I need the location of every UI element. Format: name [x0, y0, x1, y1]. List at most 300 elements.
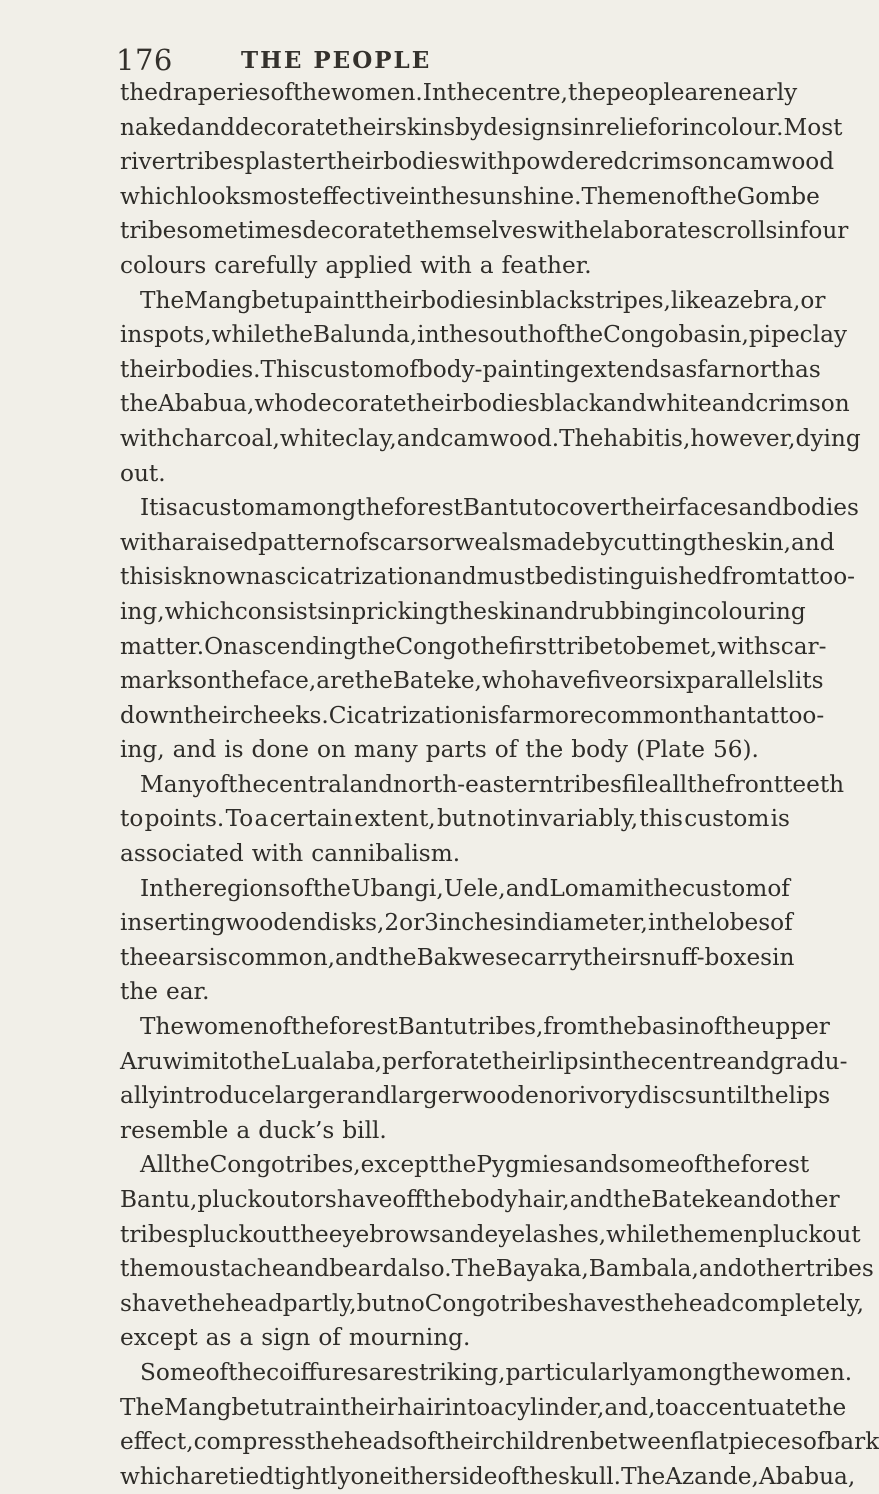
text-line	[120, 1218, 861, 1253]
word: is,	[663, 424, 691, 452]
word: with	[420, 251, 472, 279]
word: paint	[304, 286, 365, 314]
word: the	[221, 667, 260, 695]
word: lips	[788, 1082, 831, 1110]
word: pieces	[728, 1428, 803, 1456]
word: except	[360, 1151, 439, 1179]
word: the	[525, 736, 564, 764]
word: front	[725, 770, 784, 798]
word: Mangbetu	[184, 286, 305, 314]
word: slits	[775, 667, 824, 695]
page-header	[116, 44, 676, 76]
word: effective	[308, 182, 410, 210]
word: The	[581, 182, 626, 210]
word: hair,	[517, 1186, 570, 1213]
word: other	[742, 1255, 806, 1283]
word: be	[534, 563, 564, 591]
word: forest	[329, 1013, 398, 1041]
word: consists	[234, 597, 330, 625]
text-line	[120, 387, 850, 422]
word: the	[228, 770, 267, 798]
word: the	[698, 182, 737, 210]
word: Bantu	[397, 1013, 468, 1041]
word: custom	[682, 874, 768, 902]
word: bodies	[782, 494, 859, 522]
word: and	[574, 1151, 619, 1179]
word: the	[164, 874, 203, 902]
word: the	[565, 321, 604, 349]
word: the	[275, 321, 313, 349]
text-line	[120, 318, 847, 353]
word: bill.	[342, 1116, 387, 1144]
word: the	[357, 632, 396, 660]
word: white	[279, 424, 346, 452]
word: as	[671, 355, 698, 383]
word: applied	[325, 251, 413, 279]
word: ing,	[120, 736, 165, 764]
text-line	[120, 1252, 874, 1287]
text-line	[120, 699, 825, 734]
word: Uele,	[443, 874, 506, 902]
word: their	[406, 390, 464, 418]
word: tied	[228, 1462, 275, 1490]
word: naked	[120, 113, 192, 141]
word: into	[444, 1393, 491, 1421]
word: the	[120, 390, 158, 418]
word: tattoo-	[777, 563, 855, 591]
word: to	[613, 632, 637, 660]
word: to	[655, 1393, 679, 1421]
word: 3	[424, 909, 439, 937]
word: and	[440, 1220, 485, 1248]
word: shave	[120, 1289, 188, 1317]
word: women.	[330, 79, 423, 106]
body-text	[120, 76, 879, 1494]
word: or	[299, 1186, 325, 1213]
word: their	[120, 355, 177, 383]
word: points.	[144, 805, 225, 833]
word: common	[593, 701, 694, 729]
word: however,	[690, 424, 796, 452]
word: skins	[394, 113, 456, 141]
word: tribes,	[285, 1151, 361, 1179]
word: not	[477, 805, 516, 833]
word: Bateke	[651, 1186, 733, 1213]
word: south	[477, 321, 543, 349]
word: striking,	[407, 1358, 506, 1386]
word: side	[449, 1462, 498, 1490]
word: The	[621, 1462, 666, 1490]
text-line	[120, 284, 826, 319]
word: first	[508, 632, 557, 660]
word: teeth	[783, 770, 845, 798]
text-line	[120, 180, 820, 215]
word: pattern	[258, 528, 346, 556]
word: relief	[595, 113, 657, 141]
word: the	[599, 1013, 638, 1041]
word: bodies	[421, 286, 498, 314]
word: camwood	[722, 148, 835, 176]
word: is	[480, 701, 500, 729]
text-line	[120, 353, 821, 388]
word: tribes	[176, 148, 245, 176]
word: the	[635, 1289, 674, 1317]
word: out	[822, 1220, 861, 1248]
word: associated	[120, 840, 244, 868]
word: of	[268, 1013, 292, 1041]
word: sunshine.	[469, 182, 582, 210]
word: of	[497, 1462, 520, 1490]
word: and	[732, 1186, 777, 1213]
word: this	[639, 805, 683, 833]
word: parts	[425, 736, 487, 764]
word: as	[795, 355, 821, 383]
word: no	[395, 1289, 425, 1317]
word: have	[530, 667, 587, 695]
word: or	[628, 667, 654, 695]
word: scrolls	[700, 217, 778, 245]
word: met,	[664, 632, 718, 660]
text-line	[120, 1460, 856, 1494]
word: north-eastern	[393, 770, 554, 798]
word: Cicatrization	[328, 701, 481, 729]
word: and	[285, 1255, 330, 1283]
word: on	[316, 736, 346, 764]
word: of	[802, 1428, 826, 1456]
word: or	[429, 528, 455, 556]
word: cutting	[613, 528, 698, 556]
word: Ubangi,	[350, 874, 444, 902]
word: To	[225, 805, 254, 833]
word: is	[770, 805, 790, 833]
word: women	[184, 1013, 269, 1041]
word: the	[187, 1289, 226, 1317]
word: perforate	[382, 1047, 493, 1075]
word: their	[364, 286, 422, 314]
word: until	[696, 1082, 751, 1110]
word: habit	[603, 424, 664, 452]
word: head	[225, 1289, 283, 1317]
word: the	[228, 1358, 267, 1386]
word: tribe	[500, 1289, 557, 1317]
word: are	[368, 1358, 408, 1386]
word: Many	[140, 770, 206, 798]
word: and	[346, 1082, 391, 1110]
word: on	[192, 667, 222, 695]
word: Bantu	[462, 494, 533, 522]
word: with	[120, 528, 172, 556]
word: Ababua,	[157, 390, 255, 418]
word: six	[653, 667, 687, 695]
word: and	[602, 390, 647, 418]
word: their	[492, 1047, 549, 1075]
text-line	[120, 249, 790, 284]
word: tattoo-	[746, 701, 825, 729]
word: rubbing	[578, 597, 672, 625]
word: and	[433, 563, 477, 591]
word: pluck	[758, 1220, 823, 1248]
word: shaves	[556, 1289, 636, 1317]
word: the	[242, 1047, 281, 1075]
word: skin	[486, 597, 536, 625]
word: decorate	[302, 217, 406, 245]
word: nearly	[723, 79, 798, 106]
word: face,	[259, 667, 317, 695]
word: the	[378, 943, 417, 971]
word: upper	[760, 1013, 830, 1041]
word: sometimes	[176, 217, 303, 245]
word: partly,	[282, 1289, 357, 1317]
text-line	[120, 664, 824, 699]
word: heads	[343, 1428, 414, 1456]
word: of	[676, 182, 699, 210]
text-line	[120, 422, 861, 457]
word: compress	[193, 1428, 306, 1456]
word: spots,	[142, 321, 212, 349]
word: like	[670, 286, 714, 314]
word: from	[721, 563, 778, 591]
word: parallel	[686, 667, 776, 695]
word: the	[644, 874, 683, 902]
word: but	[356, 1289, 396, 1317]
word: far	[499, 701, 534, 729]
word: coiffures	[266, 1358, 369, 1386]
word: the	[612, 1047, 651, 1075]
word: with	[460, 148, 512, 176]
word: skin,	[735, 528, 791, 556]
word: and,	[604, 1393, 656, 1421]
word: Pygmies	[476, 1151, 575, 1179]
word: of	[767, 874, 790, 902]
word: eyelashes,	[484, 1220, 607, 1248]
word: the	[687, 770, 726, 798]
text-line	[120, 111, 843, 146]
word: powdered	[511, 148, 629, 176]
word: river	[120, 148, 177, 176]
word: a	[236, 1116, 251, 1144]
word: while	[211, 321, 275, 349]
word: the	[292, 79, 331, 106]
text-line	[120, 906, 793, 941]
text-line	[120, 1183, 840, 1218]
word: in	[417, 321, 440, 349]
word: colours	[120, 251, 207, 279]
word: matter.	[120, 632, 205, 660]
word: north	[730, 355, 796, 383]
text-line	[120, 560, 855, 595]
word: of	[542, 321, 566, 349]
word: on	[350, 1462, 380, 1490]
word: the	[439, 321, 478, 349]
text-line	[120, 1079, 831, 1114]
word: the	[568, 79, 606, 106]
word: a	[713, 286, 728, 314]
word: the	[354, 667, 393, 695]
word: to	[219, 1047, 243, 1075]
word: cover	[556, 494, 622, 522]
word: distinguished	[563, 563, 722, 591]
text-line	[120, 1010, 830, 1045]
word: a	[171, 528, 186, 556]
word: which	[164, 597, 235, 625]
word: of	[318, 1324, 341, 1352]
word: the	[120, 1255, 158, 1283]
word: All	[140, 1151, 172, 1179]
word: of	[205, 770, 229, 798]
text-line	[120, 1114, 790, 1149]
word: This	[260, 355, 311, 383]
word: invariably,	[516, 805, 639, 833]
word: the	[422, 1186, 461, 1213]
word: carefully	[214, 251, 318, 279]
word: most	[251, 182, 309, 210]
word: Congo	[603, 321, 679, 349]
word: the	[669, 1220, 708, 1248]
word: the	[312, 874, 351, 902]
text-line	[120, 76, 798, 111]
word: head	[673, 1289, 732, 1317]
word: out	[261, 1186, 300, 1213]
word: a	[239, 1324, 254, 1352]
word: and	[726, 1047, 771, 1075]
text-line	[120, 145, 835, 180]
word: which	[120, 1462, 191, 1490]
page-number: 176	[116, 43, 173, 77]
word: colour.	[704, 113, 784, 141]
word: the	[750, 1082, 789, 1110]
word: Mangbetu	[164, 1393, 285, 1421]
word: the	[722, 1013, 761, 1041]
word: known	[182, 563, 261, 591]
word: be	[636, 632, 665, 660]
word: or	[800, 286, 826, 314]
word: the	[120, 79, 158, 106]
word: duck’s	[258, 1116, 335, 1144]
word: their	[183, 701, 241, 729]
word: in	[409, 182, 432, 210]
word: their	[338, 113, 395, 141]
word: Bateke,	[392, 667, 482, 695]
text-line	[120, 526, 835, 561]
text-line	[120, 872, 790, 907]
word: bark	[825, 1428, 879, 1456]
word: tribes	[553, 770, 622, 798]
word: other	[776, 1186, 840, 1213]
word: by	[585, 528, 614, 556]
word: done	[251, 736, 309, 764]
word: crimson	[755, 390, 850, 418]
word: more	[533, 701, 594, 729]
text-line	[120, 975, 790, 1010]
word: the	[356, 494, 395, 522]
word: some	[618, 1151, 681, 1179]
word: ears	[157, 943, 209, 971]
text-line	[120, 1045, 848, 1080]
word: designs	[483, 113, 573, 141]
word: lobes	[708, 909, 771, 937]
word: all	[658, 770, 688, 798]
word: from	[543, 1013, 600, 1041]
word: Lualaba,	[280, 1047, 383, 1075]
word: It	[140, 494, 159, 522]
word: of	[270, 79, 293, 106]
word: the	[697, 528, 736, 556]
word: of	[395, 355, 418, 383]
word: plaster	[244, 148, 327, 176]
word: in	[647, 909, 671, 937]
word: among	[276, 494, 357, 522]
word: The	[120, 1393, 165, 1421]
word: the	[120, 943, 158, 971]
word: carry	[520, 943, 583, 971]
word: and	[172, 736, 217, 764]
word: gradu-	[770, 1047, 848, 1075]
text-line	[120, 768, 845, 803]
word: moustache	[157, 1255, 286, 1283]
word: of	[699, 1013, 723, 1041]
word: five	[586, 667, 629, 695]
word: train	[284, 1393, 341, 1421]
word: cannibalism.	[311, 840, 461, 868]
word: tribes,	[467, 1013, 544, 1041]
word: of	[345, 528, 368, 556]
word: body	[571, 736, 629, 764]
text-line	[120, 595, 806, 630]
word: effect,	[120, 1428, 194, 1456]
word: ivory	[578, 1082, 638, 1110]
word: custom	[191, 494, 277, 522]
word: the	[519, 1462, 558, 1490]
word: The	[451, 1255, 496, 1283]
word: and	[790, 528, 835, 556]
word: Congo	[395, 632, 471, 660]
word: with	[251, 840, 304, 868]
word: In	[140, 874, 165, 902]
word: black	[520, 286, 584, 314]
word: disks,	[316, 909, 385, 937]
word: while	[606, 1220, 670, 1248]
word: dying	[795, 424, 861, 452]
word: basin,	[678, 321, 749, 349]
word: Azande,	[665, 1462, 759, 1490]
word: extent,	[354, 805, 436, 833]
word: Aruwimi	[120, 1047, 220, 1075]
word: body-painting	[417, 355, 581, 383]
word: who	[481, 667, 531, 695]
word: their	[435, 1428, 493, 1456]
word: wooden	[225, 909, 317, 937]
word: also.	[397, 1255, 452, 1283]
word: the	[438, 1151, 477, 1179]
word: wooden	[462, 1082, 554, 1110]
word: the	[291, 1013, 330, 1041]
word: Lomami	[549, 874, 644, 902]
word: in	[671, 597, 695, 625]
word: stripes,	[583, 286, 671, 314]
word: a	[479, 251, 494, 279]
word: this	[120, 563, 164, 591]
word: beard	[329, 1255, 398, 1283]
word: eyebrows	[328, 1220, 441, 1248]
word: introduce	[161, 1082, 275, 1110]
word: ally	[120, 1082, 162, 1110]
word: tribe	[120, 217, 177, 245]
word: inches	[438, 909, 515, 937]
word: resemble	[120, 1116, 229, 1144]
word: is	[163, 563, 183, 591]
word: ing,	[120, 597, 165, 625]
word: lips	[548, 1047, 591, 1075]
